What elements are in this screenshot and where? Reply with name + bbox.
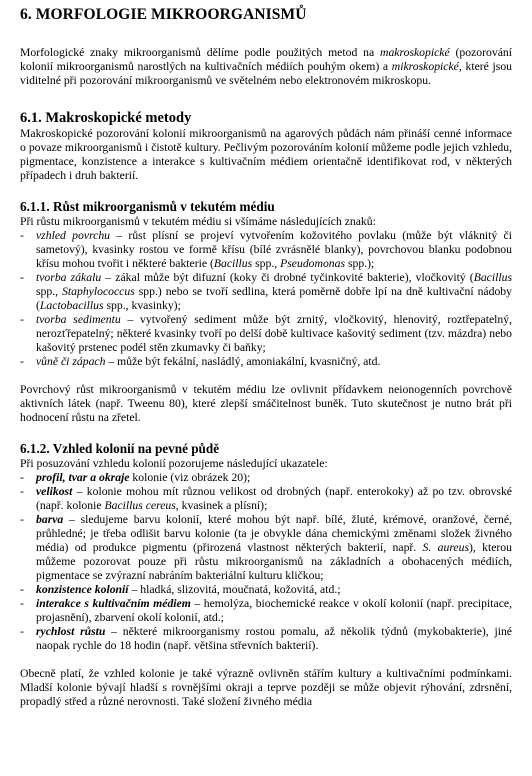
text-run: – zákal může být difuzní (koky či drobné tyčinkovité bakterie), vločkovitý ( <box>101 271 474 284</box>
list-item <box>20 471 512 485</box>
bullet-dash-icon: - <box>20 485 24 498</box>
section-6-1-1-lead: Při růstu mikroorganismů v tekutém médiu si všímáme následujících znaků: <box>20 215 376 228</box>
section-6-1-1-closing: Povrchový růst mikroorganismů v tekutém médiu lze ovlivnit přídavkem neionogenních povrchově aktivních látek (např. Tweenu 80), které zlepší smáčitelnost buněk. Tuto skutečnost je nutno brát při hodnocení růstu na zřetel. <box>20 383 512 424</box>
list-item <box>20 485 512 513</box>
italic-term: tvorba sedimentu <box>36 313 121 326</box>
bullet-dash-icon: - <box>20 313 24 326</box>
text-run: ), kterou můžeme pozorovat pouze při růstu mikroorganismů na základních a obohacených médiích, pigmentace se zvýrazní nabráním bakteriální kulturu kličkou; <box>36 541 512 582</box>
text-run: Morfologické znaky mikroorganismů dělíme podle použitých metod na <box>20 46 381 59</box>
text-run: spp.); <box>345 257 375 270</box>
section-heading-6-1-1: 6.1.1. Růst mikroorganismů v tekutém médiu <box>20 199 275 214</box>
text-run: – hladká, slizovitá, moučnatá, kožovitá, atd.; <box>128 583 341 596</box>
italic-term: Staphylococcus <box>62 285 135 298</box>
text-run: spp., <box>252 257 281 270</box>
item-term: velikost <box>36 485 73 498</box>
section-heading-6-1-2: 6.1.2. Vzhled kolonií na pevné půdě <box>20 441 220 456</box>
text-run: – vytvořený sediment může být zrnitý, vločkovitý, hlenovitý, roztřepatelný, nerozťřepatelný; některé kvasinky tvoří po delší době kultivace kašovitý sediment (tzv. mázdra) nebo kašovitý prstenec podél stěn zkumavky či baňky; <box>36 313 512 354</box>
section-6-1-2-lead: Při posuzování vzhledu kolonií pozorujeme následující ukazatele: <box>20 457 328 470</box>
text-run: , kvasinek a plísní); <box>175 499 268 512</box>
italic-term: vzhled povrchu <box>36 229 111 242</box>
intro-paragraph <box>20 46 512 88</box>
chapter-title: 6. MORFOLOGIE MIKROORGANISMŮ <box>20 6 307 23</box>
item-term: profil, tvar a okraje <box>36 471 130 484</box>
italic-term: S. aureus <box>422 541 470 554</box>
bullet-dash-icon: - <box>20 513 24 526</box>
item-term: interakce s kultivačním médiem <box>36 597 191 610</box>
bullet-dash-icon: - <box>20 583 24 596</box>
liquid-growth-list <box>20 229 512 369</box>
bullet-dash-icon: - <box>20 355 24 368</box>
list-item <box>20 513 512 583</box>
bullet-dash-icon: - <box>20 229 24 242</box>
text-run: (pozorování kolonií mikroorganismů narostlých na kultivačních médiích pouhým okem) a <box>20 46 512 73</box>
text-run: , které jsou viditelné při pozorování mikroorganismů ve světelném nebo elektronovém mikroskopu. <box>20 60 513 87</box>
item-term: barva <box>36 513 64 526</box>
text-run: – růst plísní se projeví vytvořením kožovitého povlaku (může být vláknitý či sametový), kvasinky rostou ve formě křísu (bílé zvrásnělé blanky), povrchovou blanku podobnou křísu mohou tvořit i některé bakterie ( <box>36 229 512 270</box>
text-run: – některé mikroorganismy rostou pomalu, až několik týdnů (mykobakterie), jiné naopak rychle do 18 hodin (např. většina střevních bakterií). <box>36 625 512 652</box>
italic-term: makroskopické <box>380 46 450 59</box>
item-term: rychlost růstu <box>36 625 106 638</box>
italic-term: Bacillus <box>473 271 513 284</box>
italic-term: vůně či zápach <box>36 355 106 368</box>
italic-term: tvorba zákalu <box>36 271 102 284</box>
section-heading-6-1: 6.1. Makroskopické metody <box>20 110 192 126</box>
list-item <box>20 271 512 313</box>
text-run: kolonie (viz obrázek 20); <box>129 471 251 484</box>
list-item <box>20 597 512 625</box>
list-item <box>20 625 512 653</box>
italic-term: Pseudomonas <box>280 257 346 270</box>
bullet-dash-icon: - <box>20 625 24 638</box>
list-item <box>20 355 512 369</box>
text-run: spp., kvasinky); <box>103 299 181 312</box>
bullet-dash-icon: - <box>20 597 24 610</box>
italic-term: Lactobacillus <box>39 299 104 312</box>
text-run: spp., <box>36 285 63 298</box>
italic-term: Bacillus cereus <box>104 499 176 512</box>
text-run: – hemolýza, biochemické reakce v okolí kolonií (např. precipitace, projasnění), zbarvení okolí kolonií, atd.; <box>36 597 512 624</box>
italic-term: mikroskopické <box>391 60 459 73</box>
item-term: konzistence kolonií <box>36 583 129 596</box>
italic-term: Bacillus <box>213 257 253 270</box>
text-run: – sledujeme barvu kolonií, které mohou být např. bílé, žluté, krémové, oranžové, černé, průhledné; je třeba odlišit barvu kolonie (ta je obvykle dána chemickými změnami složek živného média) od produkce pigmentu (přirozená vlastnost některých bakterií, např. <box>36 513 512 554</box>
section-6-1-2-closing: Obecně platí, že vzhled kolonie je také výrazně ovlivněn stářím kultury a kultivačními podmínkami. Mladší kolonie bývají hladší s rovnějšími okraji a teprve později se může objevit rýhování, zdrsnění, propadlý střed a různé nerovnosti. Také složení živného média <box>20 667 512 708</box>
section-6-1-paragraph: Makroskopické pozorování kolonií mikroorganismů na agarových půdách nám přináší cenné informace o povaze mikroorganismů i čistotě kultury. Pečlivým pozorováním kolonií můžeme podle jejich vzhledu, pigmentace, konzistence a interakce s kultivačním médiem orientačně identifikovat rod, v některých případech i druh bakterií. <box>20 127 512 182</box>
text-run: – může být fekální, nasládlý, amoniakální, kvasničný, atd. <box>105 355 381 368</box>
bullet-dash-icon: - <box>20 471 24 484</box>
list-item <box>20 583 512 597</box>
bullet-dash-icon: - <box>20 271 24 284</box>
colony-appearance-list <box>20 471 512 653</box>
text-run: spp.) nebo se tvoří sedlina, která poměrně dobře lpí na dně kultivační nádoby ( <box>36 285 512 312</box>
list-item <box>20 229 512 271</box>
list-item <box>20 313 512 355</box>
text-run: – kolonie mohou mít různou velikost od drobných (např. enterokoky) až po tzv. obrovské (např. kolonie <box>36 485 512 512</box>
